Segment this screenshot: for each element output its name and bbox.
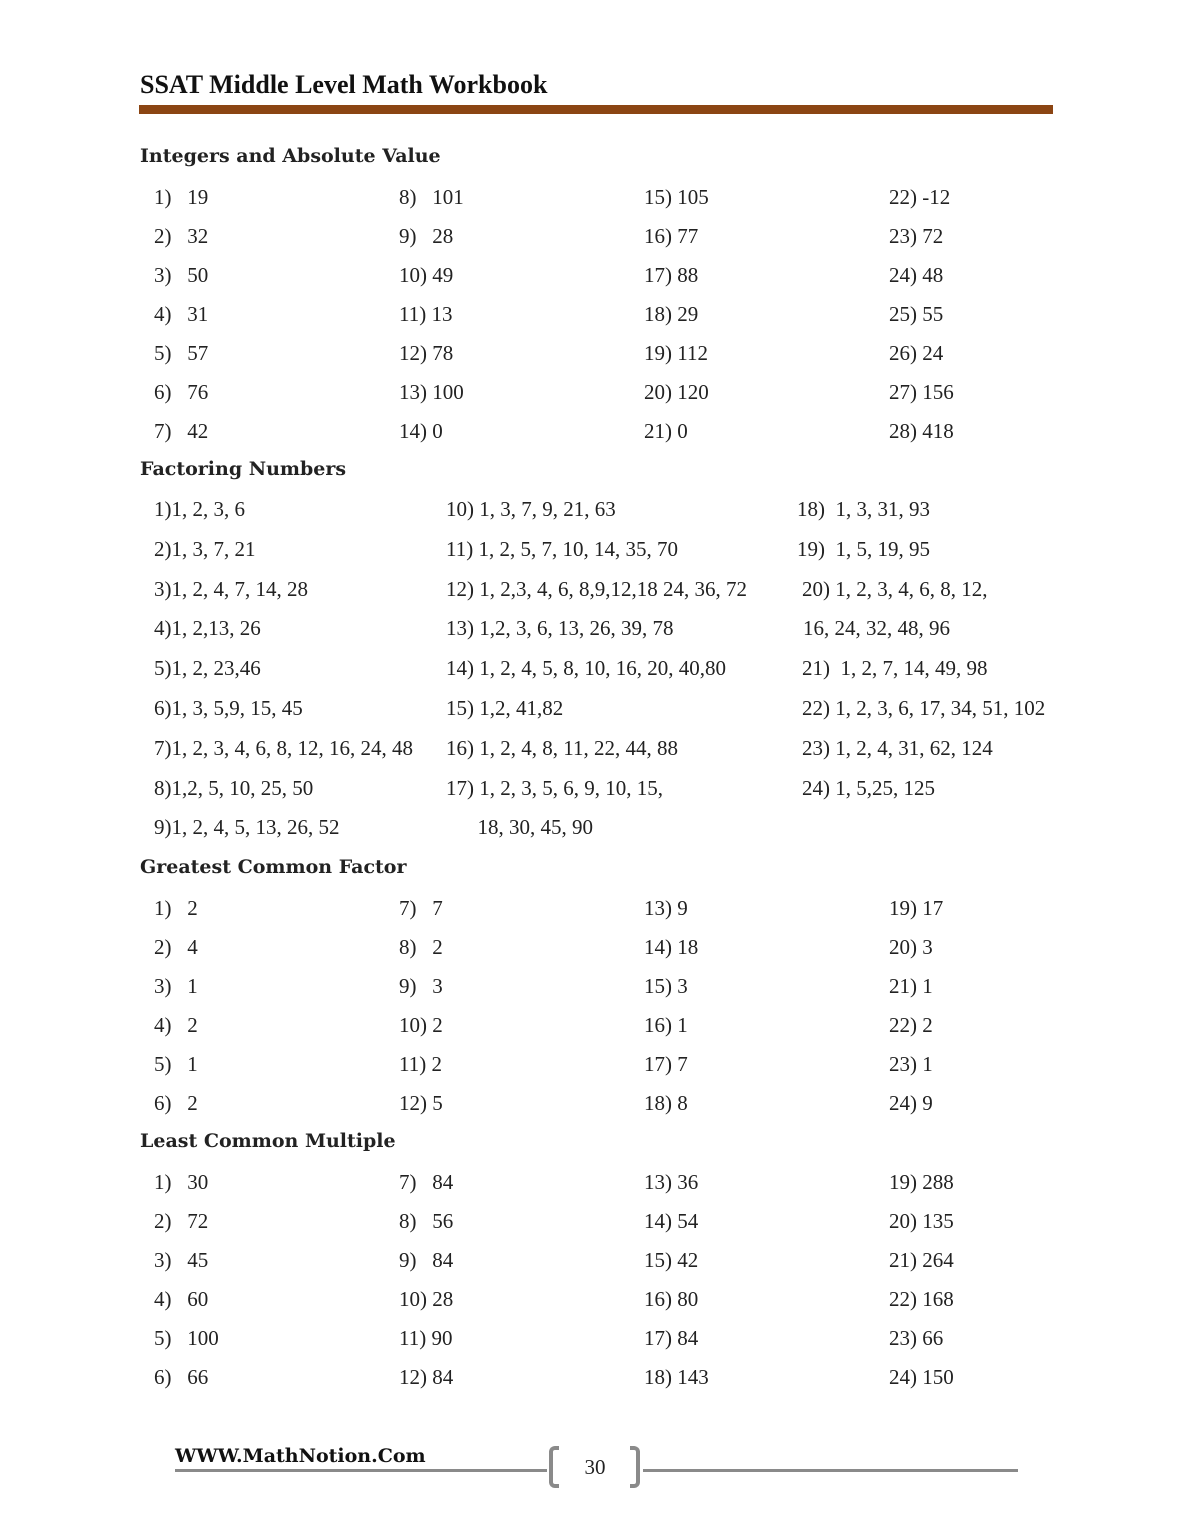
answer-item: 27) 156 [889, 380, 954, 404]
answer-item: 28) 418 [889, 419, 954, 443]
answer-item: 25) 55 [889, 302, 944, 326]
answer-item: 12) 78 [399, 341, 454, 365]
answer-item: 2)1, 3, 7, 21 [154, 536, 256, 561]
section-title: Greatest Common Factor [140, 856, 407, 878]
answer-item: 2) 4 [154, 935, 198, 959]
answer-item: 10) 49 [399, 263, 454, 287]
answer-item: 18) 29 [644, 302, 699, 326]
answer-item: 20) 3 [889, 935, 933, 959]
answer-item: 9)1, 2, 4, 5, 13, 26, 52 [154, 815, 340, 840]
answer-item: 7) 7 [399, 896, 443, 920]
answer-item: 23) 1, 2, 4, 31, 62, 124 [802, 735, 993, 760]
answer-item: 3) 1 [154, 974, 198, 998]
answer-item: 22) 168 [889, 1287, 954, 1311]
answer-item: 7) 84 [399, 1170, 454, 1194]
answer-item: 14) 1, 2, 4, 5, 8, 10, 16, 20, 40,80 [446, 656, 726, 681]
answer-item: 17) 88 [644, 263, 699, 287]
answer-item: 18) 8 [644, 1091, 688, 1115]
section-title: Factoring Numbers [140, 458, 347, 480]
answer-item: 8) 101 [399, 185, 464, 209]
answer-item: 13) 36 [644, 1170, 699, 1194]
answer-item: 24) 48 [889, 263, 944, 287]
answer-item: 8)1,2, 5, 10, 25, 50 [154, 775, 314, 800]
answer-item: 4)1, 2,13, 26 [154, 616, 261, 641]
answer-item: 1) 2 [154, 896, 198, 920]
answer-item: 19) 1, 5, 19, 95 [797, 536, 930, 561]
answer-item: 18) 1, 3, 31, 93 [797, 497, 930, 521]
answer-item: 6)1, 3, 5,9, 15, 45 [154, 696, 303, 720]
answer-item: 7)1, 2, 3, 4, 6, 8, 12, 16, 24, 48 [154, 735, 413, 760]
answer-item: 11) 90 [399, 1326, 453, 1350]
section-title: Least Common Multiple [140, 1130, 396, 1152]
answer-item: 16) 1, 2, 4, 8, 11, 22, 44, 88 [446, 735, 678, 760]
answer-item: 10) 2 [399, 1013, 443, 1037]
answer-item: 14) 18 [644, 935, 699, 959]
section-title: Integers and Absolute Value [140, 145, 441, 167]
answer-item: 21) 264 [889, 1248, 954, 1272]
answer-item: 11) 2 [399, 1052, 442, 1076]
answer-item: 19) 17 [889, 896, 944, 920]
answer-item: 20) 1, 2, 3, 4, 6, 8, 12, [802, 576, 988, 601]
answer-item: 2) 32 [154, 224, 209, 248]
answer-item: 4) 60 [154, 1287, 209, 1311]
answer-item: 15) 42 [644, 1248, 699, 1272]
answer-item: 9) 84 [399, 1248, 454, 1272]
answer-item: 22) -12 [889, 185, 951, 209]
footer-website: WWW.MathNotion.Com [175, 1445, 426, 1467]
footer-divider-right [643, 1469, 1018, 1472]
answer-item: 20) 135 [889, 1209, 954, 1233]
answer-item: 13) 1,2, 3, 6, 13, 26, 39, 78 [446, 616, 674, 641]
answer-item: 17) 7 [644, 1052, 688, 1076]
answer-item: 18, 30, 45, 90 [446, 815, 593, 840]
answer-item: 1) 30 [154, 1170, 209, 1194]
workbook-title: SSAT Middle Level Math Workbook [140, 70, 548, 99]
answer-item: 3)1, 2, 4, 7, 14, 28 [154, 576, 308, 601]
answer-item: 11) 13 [399, 302, 453, 326]
answer-item: 17) 84 [644, 1326, 699, 1350]
answer-item: 15) 3 [644, 974, 688, 998]
answer-item: 17) 1, 2, 3, 5, 6, 9, 10, 15, [446, 775, 663, 800]
answer-item: 10) 1, 3, 7, 9, 21, 63 [446, 497, 616, 521]
answer-item: 18) 143 [644, 1365, 709, 1389]
footer-divider-left [175, 1469, 547, 1472]
answer-item: 13) 9 [644, 896, 688, 920]
answer-item: 6) 2 [154, 1091, 198, 1115]
answer-item: 7) 42 [154, 419, 209, 443]
answer-item: 8) 2 [399, 935, 443, 959]
answer-item: 24) 9 [889, 1091, 933, 1115]
answer-item: 23) 72 [889, 224, 944, 248]
answer-item: 16) 77 [644, 224, 699, 248]
answer-item: 5) 1 [154, 1052, 198, 1076]
answer-item: 8) 56 [399, 1209, 454, 1233]
page-number-bracket-right [630, 1446, 640, 1488]
answer-item: 22) 1, 2, 3, 6, 17, 34, 51, 102 [802, 696, 1046, 720]
header-divider [139, 105, 1053, 114]
answer-item: 22) 2 [889, 1013, 933, 1037]
answer-item: 19) 288 [889, 1170, 954, 1194]
page-number: 30 [584, 1455, 606, 1479]
answer-item: 21) 1, 2, 7, 14, 49, 98 [802, 656, 988, 681]
answer-item: 16) 80 [644, 1287, 699, 1311]
answer-item: 5) 100 [154, 1326, 219, 1350]
answer-item: 23) 1 [889, 1052, 933, 1076]
answer-item: 24) 1, 5,25, 125 [802, 775, 935, 800]
answer-item: 5) 57 [154, 341, 209, 365]
answer-item: 16, 24, 32, 48, 96 [803, 616, 950, 641]
answer-item: 15) 1,2, 41,82 [446, 696, 564, 720]
page-number-bracket-left [549, 1446, 559, 1488]
answer-item: 6) 76 [154, 380, 209, 404]
answer-item: 1) 19 [154, 185, 209, 209]
answer-item: 14) 54 [644, 1209, 699, 1233]
answer-item: 4) 31 [154, 302, 209, 326]
answer-item: 19) 112 [644, 341, 708, 365]
answer-item: 4) 2 [154, 1013, 198, 1037]
answer-item: 1)1, 2, 3, 6 [154, 497, 245, 521]
answer-item: 2) 72 [154, 1209, 209, 1233]
answer-item: 9) 3 [399, 974, 443, 998]
answer-item: 20) 120 [644, 380, 709, 404]
answer-item: 3) 45 [154, 1248, 209, 1272]
answer-item: 15) 105 [644, 185, 709, 209]
answer-item: 9) 28 [399, 224, 454, 248]
answer-item: 10) 28 [399, 1287, 454, 1311]
answer-item: 6) 66 [154, 1365, 209, 1389]
answer-item: 5)1, 2, 23,46 [154, 656, 261, 681]
answer-item: 12) 5 [399, 1091, 443, 1115]
answer-item: 3) 50 [154, 263, 209, 287]
answer-item: 16) 1 [644, 1013, 688, 1037]
answer-item: 23) 66 [889, 1326, 944, 1350]
answer-item: 21) 0 [644, 419, 688, 443]
answer-item: 11) 1, 2, 5, 7, 10, 14, 35, 70 [446, 536, 678, 561]
answer-item: 13) 100 [399, 380, 464, 404]
answer-item: 26) 24 [889, 341, 944, 365]
answer-item: 21) 1 [889, 974, 933, 998]
answer-item: 12) 84 [399, 1365, 454, 1389]
answer-item: 12) 1, 2,3, 4, 6, 8,9,12,18 24, 36, 72 [446, 576, 747, 601]
answer-item: 24) 150 [889, 1365, 954, 1389]
answer-item: 14) 0 [399, 419, 443, 443]
